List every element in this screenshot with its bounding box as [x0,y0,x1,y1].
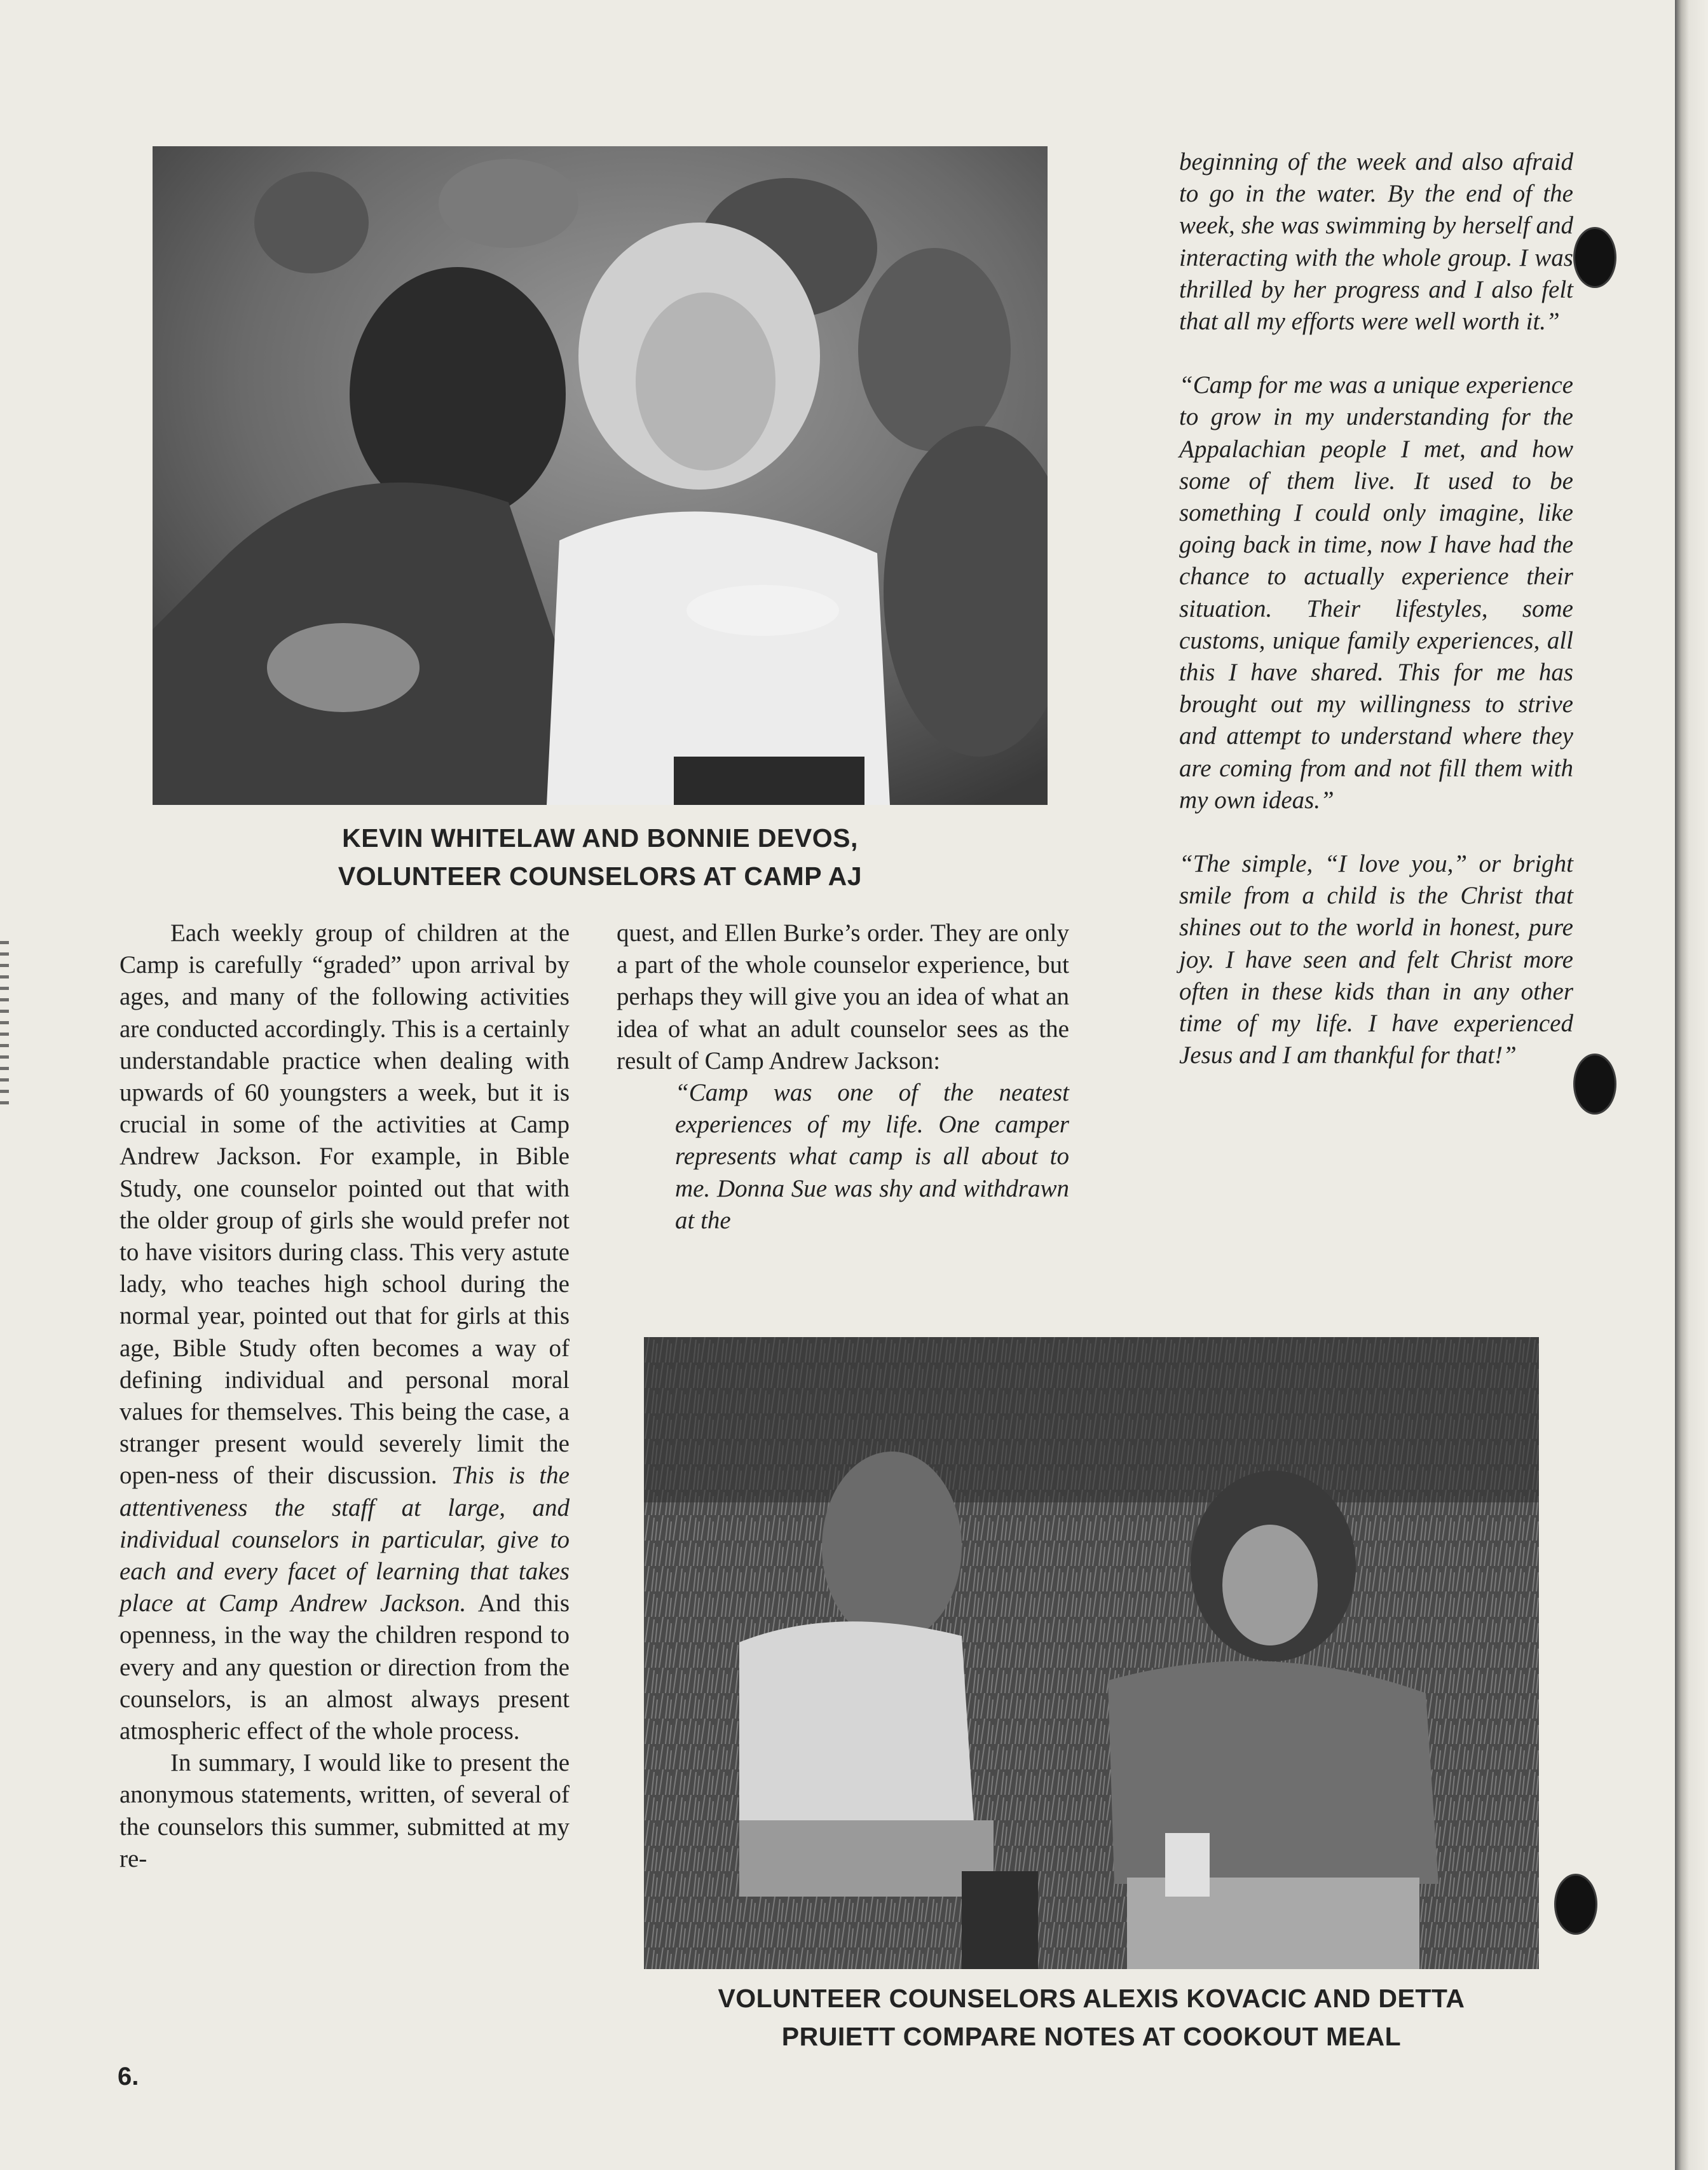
article-paragraph: quest, and Ellen Burke’s order. They are only a part of the whole counselor experience, but perhaps they will give you an idea of what an idea of what an adult counselor sees as the result of Camp Andrew Jackson: [617,919,1069,1075]
counselor-quote: “The simple, “I love you,” or bright smile from a child is the Christ that shines out to the world in honest, pure joy. I have seen and felt Christ more often in these kids than in any other time of my life. I have experienced Jesus and I am thankful for that!” [1179,850,1573,1069]
binder-hole [1556,1876,1595,1933]
spacer [1179,338,1573,369]
paragraph-text: Each weekly group of children at the Camp is carefully “graded” upon arrival by ages, and many of the following activities are conducted accordingly. This is a certainly understandable practice when dealing with upwards of 60 youngsters a week, but it is crucial in some of the activities at Camp Andrew Jackson. For example, in Bible Study, one counselor pointed out that with the older group of girls she would prefer not to have visitors during class. This very astute lady, who teaches high school during the normal year, pointed out that for girls at this age, Bible Study often becomes a way of defining individual and personal moral values for themselves. This being the case, a stranger present would severely limit the open-ness of their discussion. [120,919,570,1490]
caption-line: VOLUNTEER COUNSELORS ALEXIS KOVACIC AND DETTA [718,1984,1465,2013]
article-paragraph: In summary, I would like to present the anonymous statements, written, of several of the counselors this summer, submitted at my re- [120,1749,570,1872]
photo-counselors-alexis-detta [644,1337,1539,1969]
page-number: 6. [118,2063,139,2091]
photo-1-caption [153,819,1048,895]
article-column-1 [120,917,570,1875]
photo-2-image [644,1337,1539,1969]
article-paragraph [120,917,570,1747]
photo-1-image [153,146,1048,805]
article-column-2 [617,917,1069,1237]
photo-2-caption [644,1979,1539,2056]
binder-hole [1575,229,1615,286]
article-column-3 [1179,146,1573,1071]
binding-marks [0,941,9,1106]
caption-line: KEVIN WHITELAW AND BONNIE DEVOS, [342,823,858,853]
emphasis-text: This is the attentiveness the staff at large, and individual counselors in particular, give to each and every facet of learning that takes place at Camp Andrew Jackson. [120,1462,570,1617]
counselor-quote: beginning of the week and also afraid to go in the water. By the end of the week, she was swimming by herself and interacting with the whole group. I was thrilled by her progress and I also felt that all my efforts were well worth it.” [1179,148,1573,336]
paragraph-text: And this openness, in the way the children respond to every and any question or direction from the counselors, is an almost always present atmospheric effect of the whole process. [120,1590,570,1745]
page-edge [1675,0,1708,2170]
binder-hole [1575,1055,1615,1113]
counselor-quote: “Camp was one of the neatest experiences of my life. One camper represents what camp is all about to me. Donna Sue was shy and withdrawn at the [675,1079,1069,1234]
counselor-quote: “Camp for me was a unique experience to grow in my understanding for the Appalachian people I met, and how some of them live. It used to be something I could only imagine, like going back in time, now I have had the chance to actually experience their situation. Their lifestyles, some customs, unique family experiences, all this I have shared. This for me has brought out my willingness to strive and attempt to understand where they are coming from and not fill them with my own ideas.” [1179,371,1573,814]
photo-counselors-kevin-bonnie [153,146,1048,805]
caption-line: VOLUNTEER COUNSELORS AT CAMP AJ [338,862,863,891]
caption-line: PRUIETT COMPARE NOTES AT COOKOUT MEAL [781,2022,1402,2051]
spacer [1179,816,1573,848]
